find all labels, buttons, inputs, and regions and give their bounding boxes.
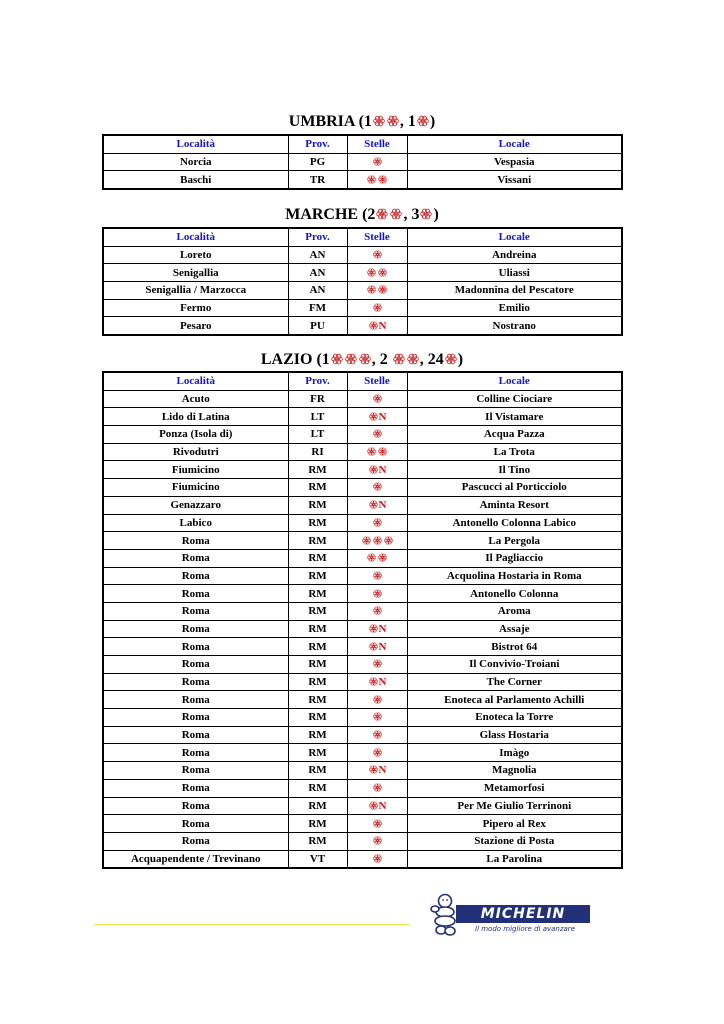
cell-stelle — [347, 299, 407, 317]
cell-prov: RM — [288, 797, 347, 815]
cell-localita: Roma — [103, 673, 288, 691]
section-title-text: , 1 — [399, 113, 416, 130]
cell-localita: Fermo — [103, 299, 288, 317]
table-row — [103, 171, 622, 189]
table-row — [103, 299, 622, 317]
cell-stelle — [347, 620, 407, 638]
cell-localita: Genazzaro — [103, 496, 288, 514]
table-row — [103, 762, 622, 780]
header-locale: Locale — [407, 228, 622, 246]
cell-localita: Lido di Latina — [103, 408, 288, 426]
new-badge: N — [378, 799, 387, 812]
cell-locale: La Trota — [407, 443, 622, 461]
michelin-star-icon — [367, 553, 376, 562]
cell-locale: The Corner — [407, 673, 622, 691]
table-row — [103, 461, 622, 479]
cell-locale: Emilio — [407, 299, 622, 317]
table-row — [103, 496, 622, 514]
section-title-text: , 24 — [419, 351, 444, 368]
cell-localita: Loreto — [103, 246, 288, 264]
michelin-star-icon — [373, 571, 382, 580]
cell-prov: RM — [288, 815, 347, 833]
table-row — [103, 479, 622, 497]
cell-prov: RM — [288, 762, 347, 780]
section-title-marche — [102, 206, 622, 224]
michelin-star-icon — [373, 836, 382, 845]
table-row — [103, 602, 622, 620]
header-stelle: Stelle — [347, 372, 407, 390]
section-title-text: LAZIO (1 — [260, 351, 330, 368]
header-stelle: Stelle — [347, 135, 407, 153]
michelin-star-icon — [420, 208, 432, 220]
new-badge: N — [378, 499, 387, 512]
cell-prov: RM — [288, 514, 347, 532]
cell-locale: Colline Ciociare — [407, 390, 622, 408]
cell-locale: Pascucci al Porticciolo — [407, 479, 622, 497]
cell-prov: RM — [288, 602, 347, 620]
cell-locale: Vespasia — [407, 153, 622, 171]
michelin-star-icon — [369, 624, 378, 633]
cell-prov: LT — [288, 408, 347, 426]
header-locale: Locale — [407, 372, 622, 390]
michelin-star-icon — [378, 447, 387, 456]
table-row — [103, 691, 622, 709]
cell-localita: Roma — [103, 744, 288, 762]
michelin-star-icon — [373, 748, 382, 757]
header-localita: Località — [103, 372, 288, 390]
table-row — [103, 264, 622, 282]
michelin-star-icon — [359, 353, 371, 365]
cell-localita: Acuto — [103, 390, 288, 408]
cell-prov: RM — [288, 673, 347, 691]
cell-locale: Vissani — [407, 171, 622, 189]
cell-stelle — [347, 282, 407, 300]
michelin-star-icon — [369, 801, 378, 810]
michelin-star-icon — [373, 712, 382, 721]
cell-locale: Aroma — [407, 602, 622, 620]
michelin-star-icon — [345, 353, 357, 365]
table-row — [103, 443, 622, 461]
cell-locale: Il Tino — [407, 461, 622, 479]
table-header-row — [103, 228, 622, 246]
michelin-star-icon — [373, 518, 382, 527]
cell-locale: Metamorfosi — [407, 779, 622, 797]
cell-localita: Norcia — [103, 153, 288, 171]
table-row — [103, 620, 622, 638]
michelin-star-icon — [373, 157, 382, 166]
cell-locale: Il Vistamare — [407, 408, 622, 426]
cell-prov: RM — [288, 832, 347, 850]
table-row — [103, 282, 622, 300]
table-row — [103, 797, 622, 815]
michelin-star-icon — [373, 589, 382, 598]
table-row — [103, 317, 622, 335]
michelin-star-icon — [393, 353, 405, 365]
cell-stelle — [347, 691, 407, 709]
header-prov: Prov. — [288, 228, 347, 246]
cell-stelle — [347, 709, 407, 727]
table-row — [103, 532, 622, 550]
section-title-text: ) — [433, 206, 439, 223]
cell-stelle — [347, 673, 407, 691]
cell-stelle — [347, 567, 407, 585]
michelin-star-icon — [378, 268, 387, 277]
table-row — [103, 246, 622, 264]
cell-stelle — [347, 532, 407, 550]
cell-localita: Roma — [103, 656, 288, 674]
michelin-star-icon — [373, 536, 382, 545]
cell-locale: Assaje — [407, 620, 622, 638]
cell-stelle — [347, 408, 407, 426]
new-badge: N — [378, 319, 387, 332]
michelin-star-icon — [373, 659, 382, 668]
cell-localita: Pesaro — [103, 317, 288, 335]
cell-stelle — [347, 426, 407, 444]
cell-stelle — [347, 514, 407, 532]
cell-prov: RM — [288, 779, 347, 797]
cell-stelle — [347, 496, 407, 514]
cell-stelle — [347, 762, 407, 780]
header-stelle: Stelle — [347, 228, 407, 246]
michelin-star-icon — [378, 285, 387, 294]
cell-localita: Acquapendente / Trevinano — [103, 850, 288, 868]
cell-prov: PU — [288, 317, 347, 335]
table-row — [103, 549, 622, 567]
michelin-star-icon — [417, 115, 429, 127]
table-row — [103, 779, 622, 797]
michelin-star-icon — [373, 730, 382, 739]
cell-localita: Roma — [103, 832, 288, 850]
cell-prov: RM — [288, 549, 347, 567]
michelin-star-icon — [369, 500, 378, 509]
header-locale: Locale — [407, 135, 622, 153]
michelin-star-icon — [367, 175, 376, 184]
cell-localita: Senigallia — [103, 264, 288, 282]
section-title-text: , 2 — [371, 351, 392, 368]
cell-stelle — [347, 797, 407, 815]
table-row — [103, 408, 622, 426]
cell-prov: RM — [288, 726, 347, 744]
table-row — [103, 514, 622, 532]
new-badge: N — [378, 463, 387, 476]
cell-stelle — [347, 246, 407, 264]
cell-stelle — [347, 726, 407, 744]
michelin-star-icon — [390, 208, 402, 220]
cell-stelle — [347, 815, 407, 833]
cell-locale: Acquolina Hostaria in Roma — [407, 567, 622, 585]
table-lazio — [102, 371, 623, 869]
cell-stelle — [347, 317, 407, 335]
michelin-star-icon — [373, 695, 382, 704]
cell-locale: Nostrano — [407, 317, 622, 335]
cell-prov: RM — [288, 585, 347, 603]
cell-stelle — [347, 744, 407, 762]
table-marche — [102, 227, 623, 336]
cell-prov: RM — [288, 567, 347, 585]
cell-prov: FR — [288, 390, 347, 408]
header-localita: Località — [103, 135, 288, 153]
michelin-star-icon — [387, 115, 399, 127]
section-title-umbria — [102, 113, 622, 131]
cell-stelle — [347, 850, 407, 868]
michelin-star-icon — [367, 447, 376, 456]
cell-stelle — [347, 479, 407, 497]
footer-divider — [94, 924, 410, 925]
cell-prov: RM — [288, 656, 347, 674]
table-umbria — [102, 134, 623, 190]
cell-prov: RM — [288, 691, 347, 709]
cell-locale: Acqua Pazza — [407, 426, 622, 444]
cell-prov: RM — [288, 620, 347, 638]
cell-locale: Glass Hostaria — [407, 726, 622, 744]
cell-prov: AN — [288, 282, 347, 300]
michelin-star-icon — [369, 642, 378, 651]
cell-locale: Pipero al Rex — [407, 815, 622, 833]
cell-localita: Roma — [103, 762, 288, 780]
header-prov: Prov. — [288, 372, 347, 390]
michelin-star-icon — [373, 250, 382, 259]
cell-stelle — [347, 602, 407, 620]
table-row — [103, 153, 622, 171]
cell-prov: RM — [288, 532, 347, 550]
cell-locale: La Parolina — [407, 850, 622, 868]
cell-localita: Roma — [103, 585, 288, 603]
cell-stelle — [347, 153, 407, 171]
header-prov: Prov. — [288, 135, 347, 153]
cell-stelle — [347, 779, 407, 797]
cell-stelle — [347, 832, 407, 850]
table-row — [103, 850, 622, 868]
cell-prov: VT — [288, 850, 347, 868]
cell-stelle — [347, 585, 407, 603]
cell-prov: TR — [288, 171, 347, 189]
section-title-text: UMBRIA (1 — [288, 113, 372, 130]
cell-locale: Andreina — [407, 246, 622, 264]
header-localita: Località — [103, 228, 288, 246]
cell-prov: RM — [288, 709, 347, 727]
michelin-star-icon — [331, 353, 343, 365]
cell-stelle — [347, 171, 407, 189]
cell-locale: Per Me Giulio Terrinoni — [407, 797, 622, 815]
michelin-star-icon — [373, 819, 382, 828]
michelin-star-icon — [362, 536, 371, 545]
table-row — [103, 815, 622, 833]
cell-locale: Antonello Colonna — [407, 585, 622, 603]
cell-stelle — [347, 656, 407, 674]
cell-prov: RM — [288, 461, 347, 479]
michelin-star-icon — [384, 536, 393, 545]
cell-prov: RM — [288, 638, 347, 656]
table-row — [103, 638, 622, 656]
new-badge: N — [378, 410, 387, 423]
cell-localita: Ponza (Isola di) — [103, 426, 288, 444]
cell-prov: AN — [288, 264, 347, 282]
cell-localita: Roma — [103, 620, 288, 638]
section-title-lazio — [102, 351, 622, 369]
michelin-star-icon — [376, 208, 388, 220]
cell-localita: Fiumicino — [103, 461, 288, 479]
cell-localita: Fiumicino — [103, 479, 288, 497]
cell-localita: Roma — [103, 567, 288, 585]
cell-prov: RM — [288, 496, 347, 514]
cell-localita: Roma — [103, 532, 288, 550]
cell-stelle — [347, 264, 407, 282]
michelin-star-icon — [373, 303, 382, 312]
table-row — [103, 744, 622, 762]
cell-locale: Imàgo — [407, 744, 622, 762]
new-badge: N — [378, 764, 387, 777]
table-row — [103, 585, 622, 603]
cell-stelle — [347, 443, 407, 461]
cell-locale: Enoteca la Torre — [407, 709, 622, 727]
cell-prov: FM — [288, 299, 347, 317]
section-title-text: ) — [457, 351, 464, 368]
table-header-row — [103, 135, 622, 153]
michelin-logo — [430, 893, 592, 939]
michelin-star-icon — [367, 268, 376, 277]
cell-stelle — [347, 638, 407, 656]
michelin-star-icon — [373, 482, 382, 491]
table-header-row — [103, 372, 622, 390]
cell-prov: RM — [288, 744, 347, 762]
table-row — [103, 709, 622, 727]
cell-localita: Roma — [103, 691, 288, 709]
table-row — [103, 726, 622, 744]
cell-locale: Magnolia — [407, 762, 622, 780]
michelin-star-icon — [373, 429, 382, 438]
cell-stelle — [347, 390, 407, 408]
michelin-brand: MICHELIN — [456, 905, 590, 923]
michelin-star-icon — [367, 285, 376, 294]
cell-localita: Roma — [103, 815, 288, 833]
cell-locale: Aminta Resort — [407, 496, 622, 514]
michelin-star-icon — [373, 115, 385, 127]
michelin-star-icon — [369, 412, 378, 421]
section-title-text: MARCHE (2 — [285, 206, 376, 223]
new-badge: N — [378, 676, 387, 689]
cell-localita: Roma — [103, 709, 288, 727]
cell-locale: Antonello Colonna Labico — [407, 514, 622, 532]
michelin-star-icon — [378, 553, 387, 562]
table-row — [103, 656, 622, 674]
cell-localita: Roma — [103, 549, 288, 567]
table-row — [103, 832, 622, 850]
cell-locale: La Pergola — [407, 532, 622, 550]
michelin-star-icon — [407, 353, 419, 365]
cell-stelle — [347, 461, 407, 479]
michelin-star-icon — [378, 175, 387, 184]
cell-localita: Senigallia / Marzocca — [103, 282, 288, 300]
cell-prov: LT — [288, 426, 347, 444]
cell-localita: Roma — [103, 797, 288, 815]
michelin-tagline: Il modo migliore di avanzare — [475, 925, 575, 933]
cell-prov: PG — [288, 153, 347, 171]
cell-prov: RM — [288, 479, 347, 497]
michelin-star-icon — [445, 353, 457, 365]
new-badge: N — [378, 640, 387, 653]
section-title-text: , 3 — [403, 206, 420, 223]
cell-locale: Il Convivio-Troiani — [407, 656, 622, 674]
table-row — [103, 567, 622, 585]
michelin-star-icon — [369, 321, 378, 330]
michelin-star-icon — [373, 606, 382, 615]
cell-localita: Roma — [103, 602, 288, 620]
michelin-star-icon — [373, 783, 382, 792]
cell-locale: Madonnina del Pescatore — [407, 282, 622, 300]
table-row — [103, 673, 622, 691]
new-badge: N — [378, 622, 387, 635]
table-row — [103, 390, 622, 408]
cell-stelle — [347, 549, 407, 567]
cell-locale: Stazione di Posta — [407, 832, 622, 850]
michelin-star-icon — [369, 465, 378, 474]
cell-localita: Roma — [103, 638, 288, 656]
cell-locale: Uliassi — [407, 264, 622, 282]
cell-prov: RI — [288, 443, 347, 461]
cell-locale: Bistrot 64 — [407, 638, 622, 656]
table-row — [103, 426, 622, 444]
cell-localita: Labico — [103, 514, 288, 532]
michelin-star-icon — [373, 854, 382, 863]
cell-locale: Il Pagliaccio — [407, 549, 622, 567]
michelin-star-icon — [369, 677, 378, 686]
section-title-text: ) — [429, 113, 436, 130]
michelin-star-icon — [369, 765, 378, 774]
cell-localita: Rivodutri — [103, 443, 288, 461]
michelin-star-icon — [373, 394, 382, 403]
cell-localita: Roma — [103, 779, 288, 797]
cell-prov: AN — [288, 246, 347, 264]
cell-localita: Roma — [103, 726, 288, 744]
cell-locale: Enoteca al Parlamento Achilli — [407, 691, 622, 709]
cell-localita: Baschi — [103, 171, 288, 189]
